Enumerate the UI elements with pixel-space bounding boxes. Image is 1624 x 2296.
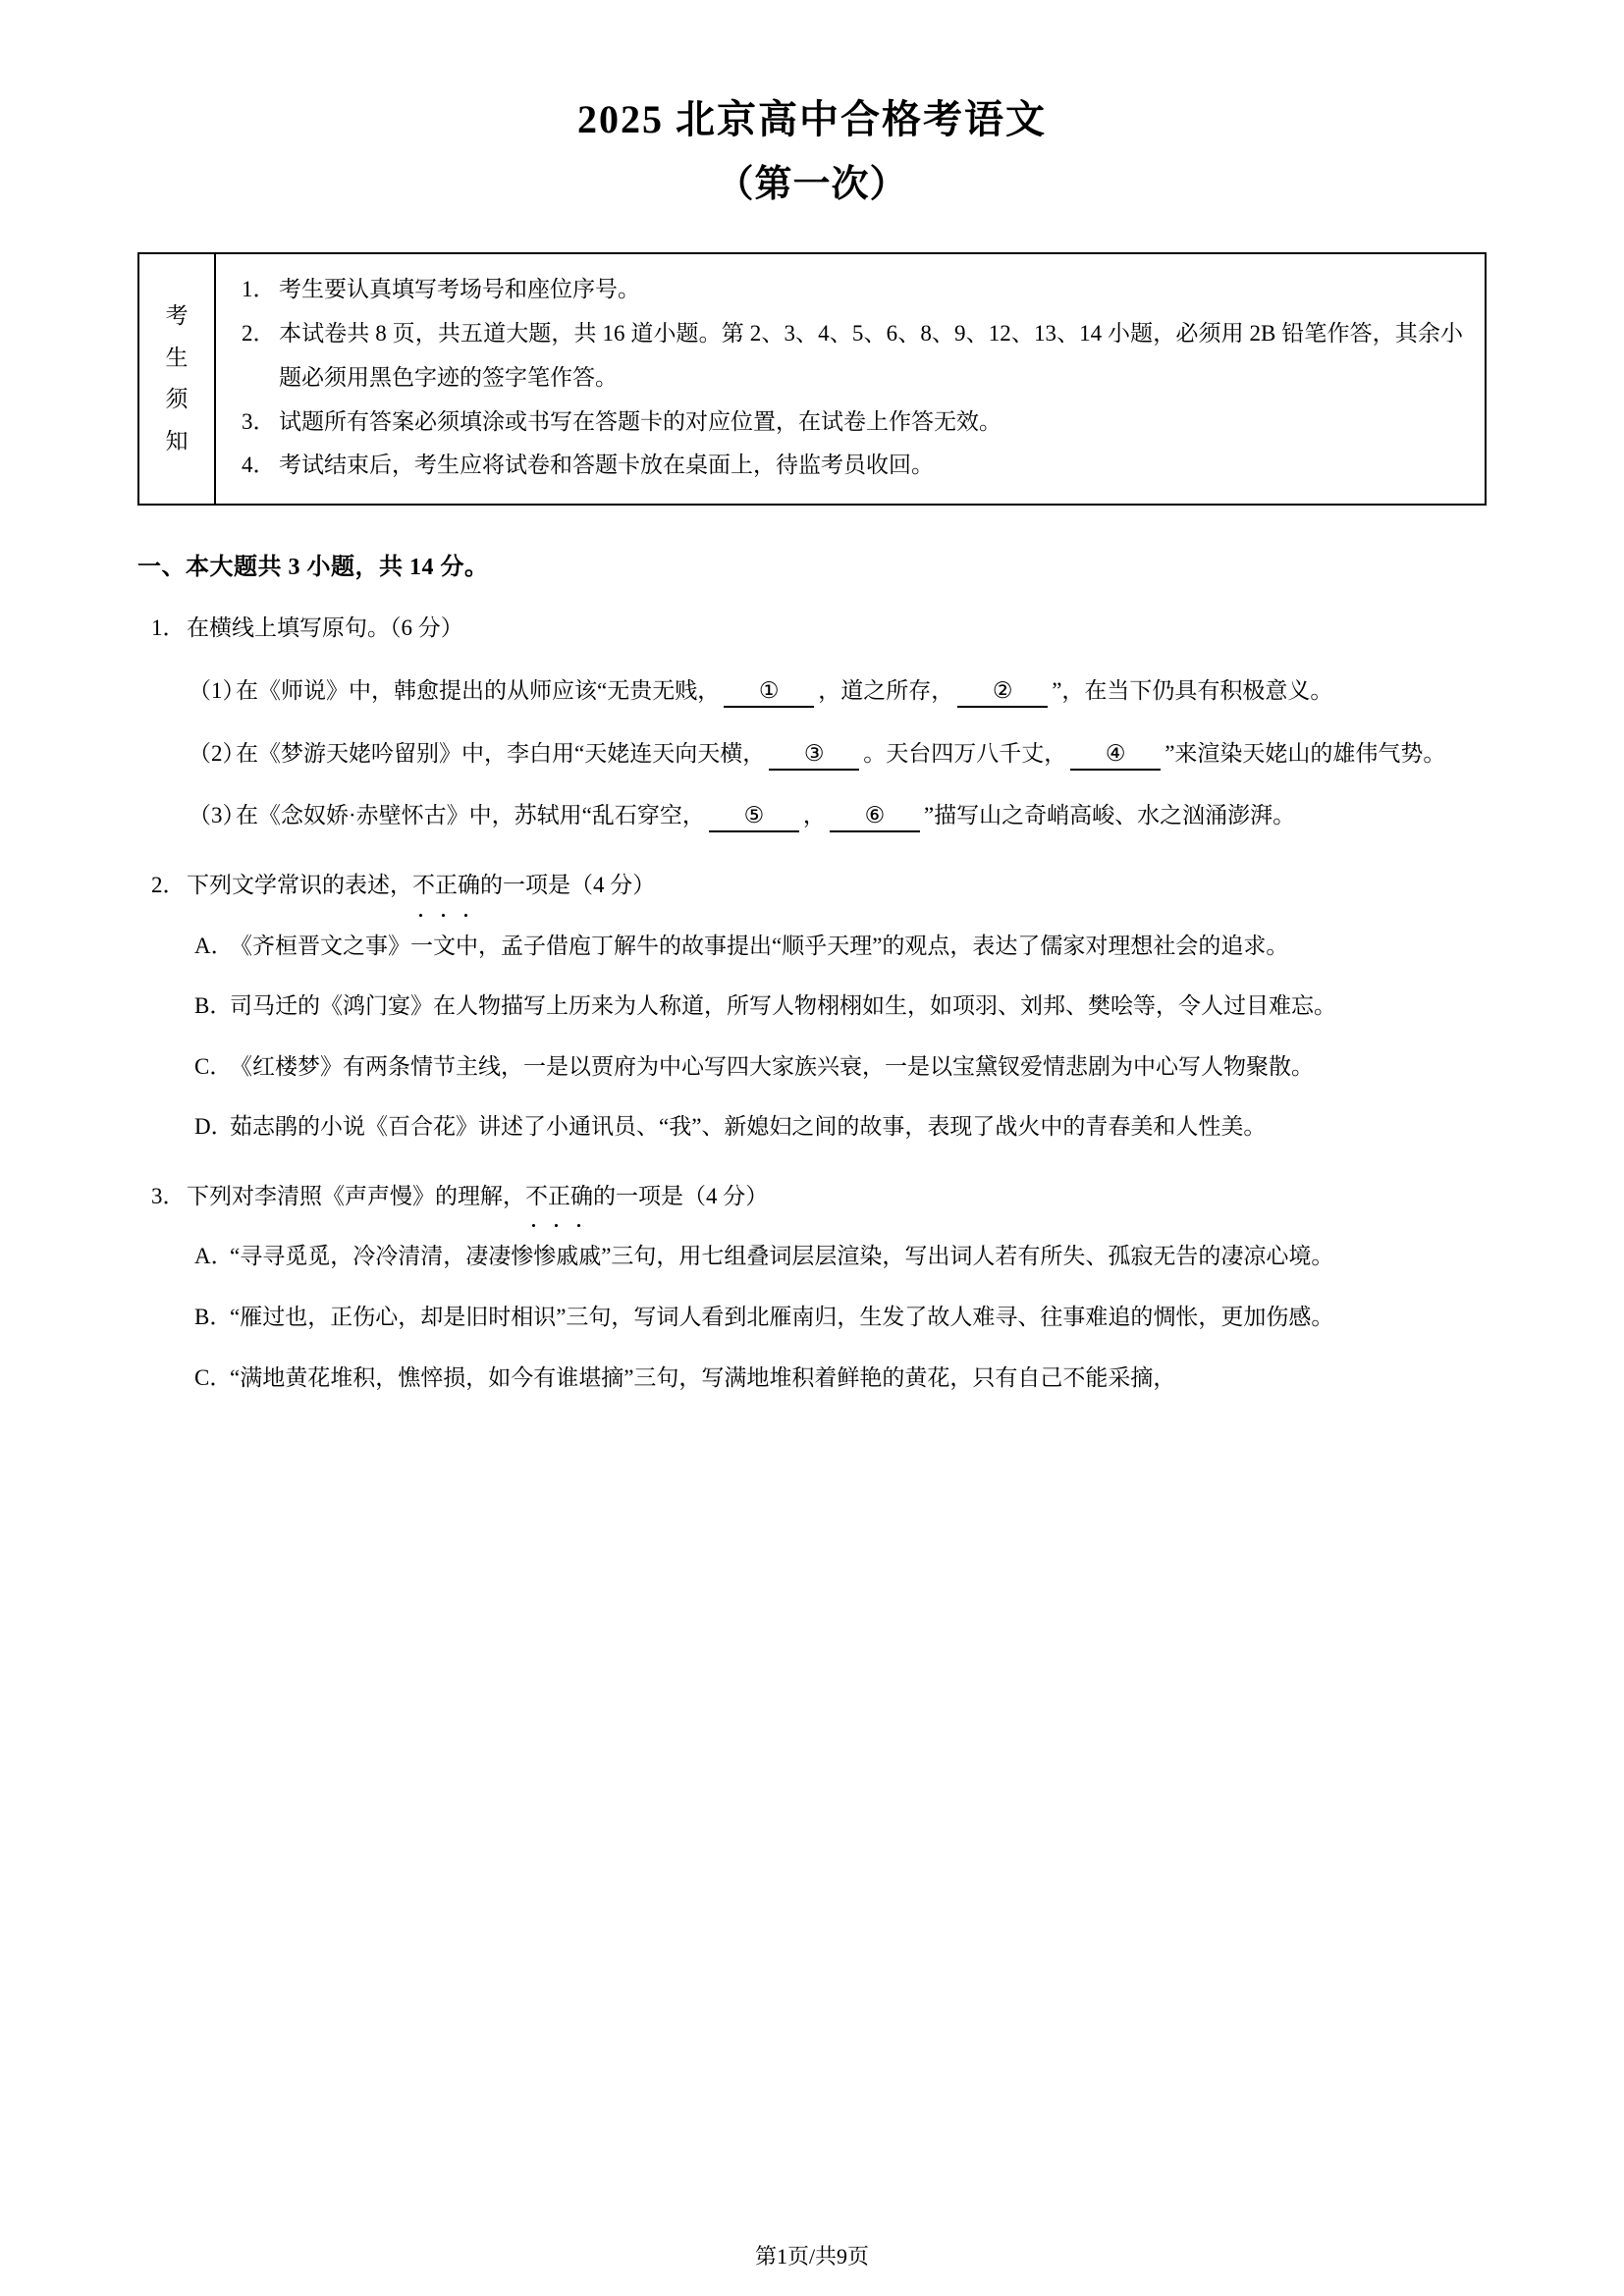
question-1-sub-3 [137,793,1487,838]
question-3 [137,1175,1487,1400]
answer-blank-4[interactable]: ④ [1070,738,1161,771]
question-2-option-b[interactable] [137,984,1487,1029]
option-letter: D． [194,1114,234,1140]
notice-item-number: 3． [242,408,276,434]
question-2-option-a[interactable] [137,924,1487,969]
question-1-text: 在横线上填写原句。（6 分） [187,615,463,641]
option-letter: B． [194,1305,233,1329]
question-3-stem [137,1175,1487,1219]
notice-label-char-1: 考 [165,303,189,329]
option-text: 《红楼梦》有两条情节主线，一是以贾府为中心写四大家族兴衰，一是以宝黛钗爱情悲剧为中心写人物聚散。 [230,1053,1314,1079]
sub-text-part: 。天台四万八千丈， [863,740,1067,766]
page-subtitle: （第一次） [716,164,908,205]
notice-item-number: 4． [242,453,276,478]
stem-part: 的一项是（4 分） [593,1183,769,1208]
option-text: “雁过也，正伤心，却是旧时相识”三句，写词人看到北雁南归，生发了故人难寻、往事难追的惆怅，更加伤感。 [230,1305,1334,1329]
option-text: 茹志鹃的小说《百合花》讲述了小通讯员、“我”、新媳妇之间的故事，表现了战火中的青春美和人性美。 [230,1114,1267,1140]
notice-item-text: 本试卷共 8 页，共五道大题，共 16 道小题。第 2、3、4、5、6、8、9、12、13、14 小题，必须用 2B 铅笔作答，其余小题必须用黑色字迹的签字笔作答。 [279,320,1463,390]
notice-item [242,268,1463,312]
question-3-option-c[interactable] [137,1356,1487,1401]
sub-item-number: （1） [189,678,245,704]
notice-item [242,444,1463,488]
notice-label-char-2: 生 [165,345,189,370]
question-3-number: 3． [151,1183,186,1208]
notice-item [242,312,1463,400]
question-3-text [187,1175,1487,1219]
question-2-option-d[interactable] [137,1104,1487,1149]
notice-item-number: 2． [242,320,276,346]
sub-text-part: 在《念奴娇·赤壁怀古》中，苏轼用“乱石穿空， [236,803,705,828]
emphasis-text: 不正确 ・・・ [412,864,480,908]
question-2-option-c[interactable] [137,1044,1487,1090]
question-1-sub-1 [137,668,1487,714]
page-footer: 第1页/共9页 [754,2244,870,2269]
question-2-number: 2． [151,872,186,897]
option-text: 司马迁的《鸿门宴》在人物描写上历来为人称道，所写人物栩栩如生，如项羽、刘邦、樊哙等，令人过目难忘。 [230,993,1336,1019]
section-heading: 一、本大题共 3 小题，共 14 分。 [137,555,489,581]
answer-blank-3[interactable]: ③ [769,738,859,771]
sub-item-number: （2） [189,740,245,766]
sub-text-part: 在《梦游天姥吟留别》中，李白用“天姥连天向天横， [236,740,766,766]
page-title: 2025 北京高中合格考语文 [577,97,1047,141]
question-3-option-a[interactable] [137,1234,1487,1279]
sub-item-text [236,731,1487,776]
notice-item-number: 1． [242,277,276,301]
notice-items [216,254,1485,504]
notice-label [139,254,216,504]
option-letter: A． [194,933,234,958]
stem-part: 的一项是（4 分） [480,872,656,897]
answer-blank-5[interactable]: ⑤ [709,800,799,832]
sub-text-part: ， [802,803,826,828]
title-block [137,90,1487,213]
question-1 [137,607,1487,837]
option-text: “寻寻觅觅，冷冷清清，凄凄惨惨戚戚”三句，用七组叠词层层渲染，写出词人若有所失、孤寂无告的凄凉心境。 [230,1244,1334,1269]
sub-text-part: 在《师说》中，韩愈提出的从师应该“无贵无贱， [236,678,721,704]
option-text: “满地黄花堆积，憔悴损，如今有谁堪摘”三句，写满地堆积着鲜艳的黄花，只有自己不能采摘， [230,1364,1176,1390]
notice-item-text: 考生要认真填写考场号和座位序号。 [279,277,640,301]
notice-label-char-4: 知 [165,428,189,454]
sub-text-part: ，道之所存， [818,678,954,704]
option-text: 《齐桓晋文之事》一文中，孟子借庖丁解牛的故事提出“顺乎天理”的观点，表达了儒家对理想社会的追求。 [230,933,1289,958]
option-letter: C． [194,1053,233,1079]
notice-item-text: 考试结束后，考生应将试卷和答题卡放在桌面上，待监考员收回。 [279,453,934,478]
exam-notice-box [137,252,1487,506]
answer-blank-2[interactable]: ② [957,675,1048,708]
sub-text-part: ”，在当下仍具有积极意义。 [1052,678,1333,704]
answer-blank-1[interactable]: ① [724,675,814,708]
question-3-option-b[interactable] [137,1295,1487,1340]
question-1-number: 1． [151,615,186,641]
notice-item-text: 试题所有答案必须填涂或书写在答题卡的对应位置，在试卷上作答无效。 [279,408,1001,434]
option-letter: C． [194,1364,233,1390]
emphasis-text: 不正确 ・・・ [525,1175,593,1219]
notice-item [242,400,1463,445]
question-2-text [187,864,1487,908]
sub-item-text [236,793,1487,838]
question-2-stem [137,864,1487,908]
option-letter: A． [194,1244,234,1269]
option-letter: B． [194,993,233,1019]
sub-item-number: （3） [189,803,245,828]
stem-part: 下列对李清照《声声慢》的理解， [187,1183,525,1208]
sub-text-part: ”描写山之奇峭高峻、水之汹涌澎湃。 [923,803,1296,828]
sub-text-part: ”来渲染天姥山的雄伟气势。 [1164,740,1446,766]
question-1-stem [137,607,1487,651]
stem-part: 下列文学常识的表述， [187,872,412,897]
answer-blank-6[interactable]: ⑥ [830,800,920,832]
notice-label-char-3: 须 [165,387,189,412]
question-1-sub-2 [137,731,1487,776]
question-2 [137,864,1487,1149]
sub-item-text [236,668,1487,714]
